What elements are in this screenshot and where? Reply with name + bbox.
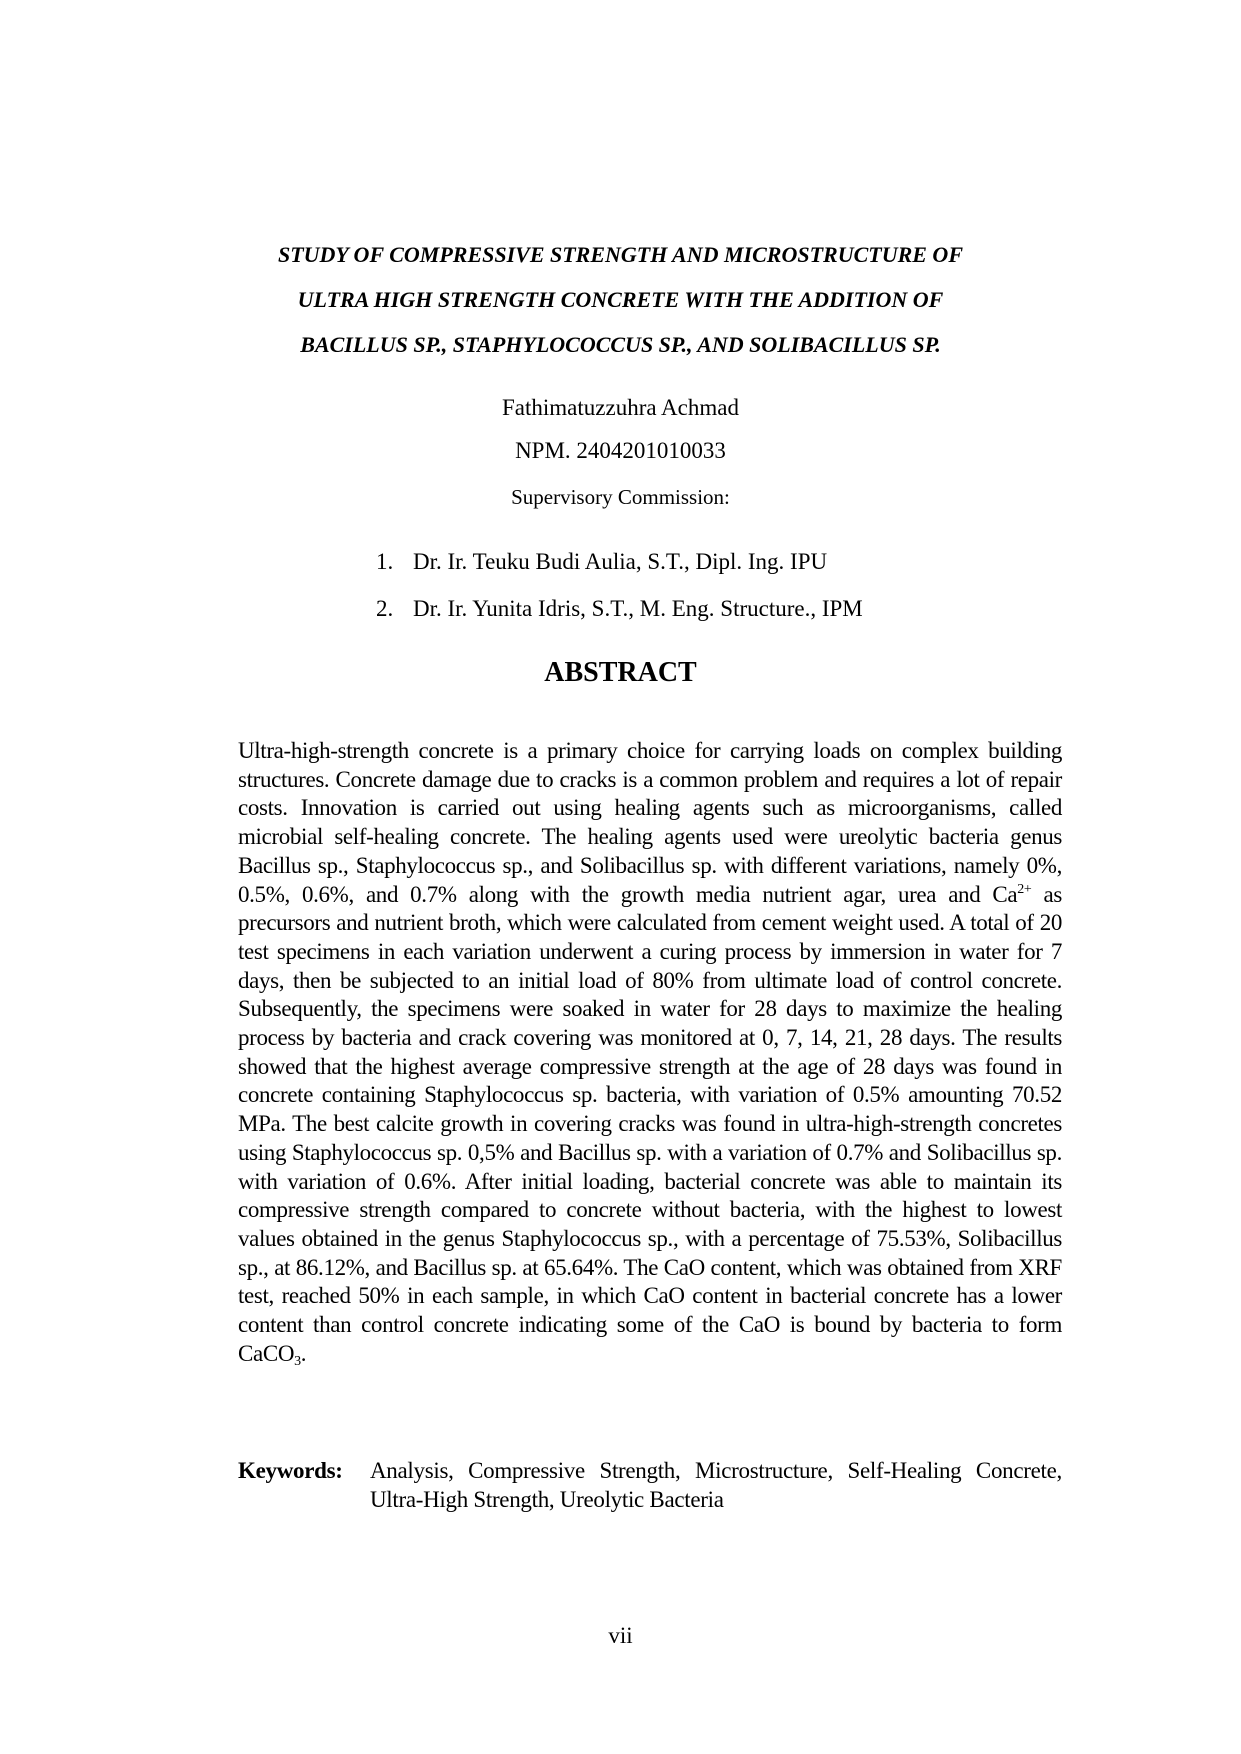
abstract-text-part-3: .	[300, 1340, 307, 1366]
abstract-heading: ABSTRACT	[544, 657, 697, 688]
student-number: NPM. 2404201010033	[515, 438, 726, 463]
abstract-paragraph	[238, 737, 1062, 1368]
title-line-1: STUDY OF COMPRESSIVE STRENGTH AND MICROSTRUCTURE OF	[277, 242, 963, 267]
abstract-text-part-2: as precursors and nutrient broth, which were calculated from cement weight used. A total of 20 test specimens in each variation underwent a curing process by immersion in water for 7 days, then be subjected to an initial load of 80% from ultimate load of control concrete. Subsequently, the specimens were soaked in water for 28 days to maximize the healing process by bacteria and crack covering was monitored at 0, 7, 14, 21, 28 days. The results showed that the highest average compressive strength at the age of 28 days was found in concrete containing Staphylococcus sp. bacteria, with variation of 0.5% amounting 70.52 MPa. The best calcite growth in covering cracks was found in ultra-high-strength concretes using Staphylococcus sp. 0,5% and Bacillus sp. with a variation of 0.7% and Solibacillus sp. with variation of 0.6%. After initial loading, bacterial concrete was able to maintain its compressive strength compared to concrete without bacteria, with the highest to lowest values obtained in the genus Staphylococcus sp., with a percentage of 75.53%, Solibacillus sp., at 86.12%, and Bacillus sp. at 65.64%. The CaO content, which was obtained from XRF test, reached 50% in each sample, in which CaO content in bacterial concrete has a lower content than control concrete indicating some of the CaO is bound by bacteria to form CaCO	[238, 881, 1062, 1366]
supervisory-commission-label: Supervisory Commission:	[511, 485, 730, 509]
carbonate-subscript: 3	[294, 1353, 301, 1369]
author-name: Fathimatuzzuhra Achmad	[502, 395, 739, 420]
abstract-text-part-1: Ultra-high-strength concrete is a primary choice for carrying loads on complex building structures. Concrete damage due to cracks is a common problem and requires a lot of repair costs. Innovation is carried out using healing agents such as microorganisms, called microbial self-healing concrete. The healing agents used were ureolytic bacteria genus Bacillus sp., Staphylococcus sp., and Solibacillus sp. with different variations, namely 0%, 0.5%, 0.6%, and 0.7% along with the growth media nutrient agar, urea and Ca	[238, 738, 1062, 907]
thesis-title	[150, 232, 1091, 367]
supervisor-item	[376, 585, 863, 632]
supervisor-name: Dr. Ir. Teuku Budi Aulia, S.T., Dipl. Ing. IPU	[413, 549, 828, 574]
keywords-list: Analysis, Compressive Strength, Microstructure, Self-Healing Concrete, Ultra-High Strength, Ureolytic Bacteria	[370, 1458, 1062, 1512]
supervisor-item	[376, 538, 863, 585]
keywords-label: Keywords:	[238, 1458, 343, 1483]
supervisor-list	[376, 538, 863, 632]
calcium-ion-superscript: 2+	[1017, 881, 1032, 897]
supervisor-number: 2.	[376, 596, 394, 621]
keywords-block	[238, 1456, 1062, 1514]
supervisor-number: 1.	[376, 549, 394, 574]
title-line-2: ULTRA HIGH STRENGTH CONCRETE WITH THE ADDITION OF	[297, 287, 944, 312]
page-number: vii	[608, 1623, 633, 1648]
supervisor-name: Dr. Ir. Yunita Idris, S.T., M. Eng. Structure., IPM	[413, 596, 863, 621]
title-line-3: BACILLUS SP., STAPHYLOCOCCUS SP., AND SOLIBACILLUS SP.	[300, 332, 941, 357]
